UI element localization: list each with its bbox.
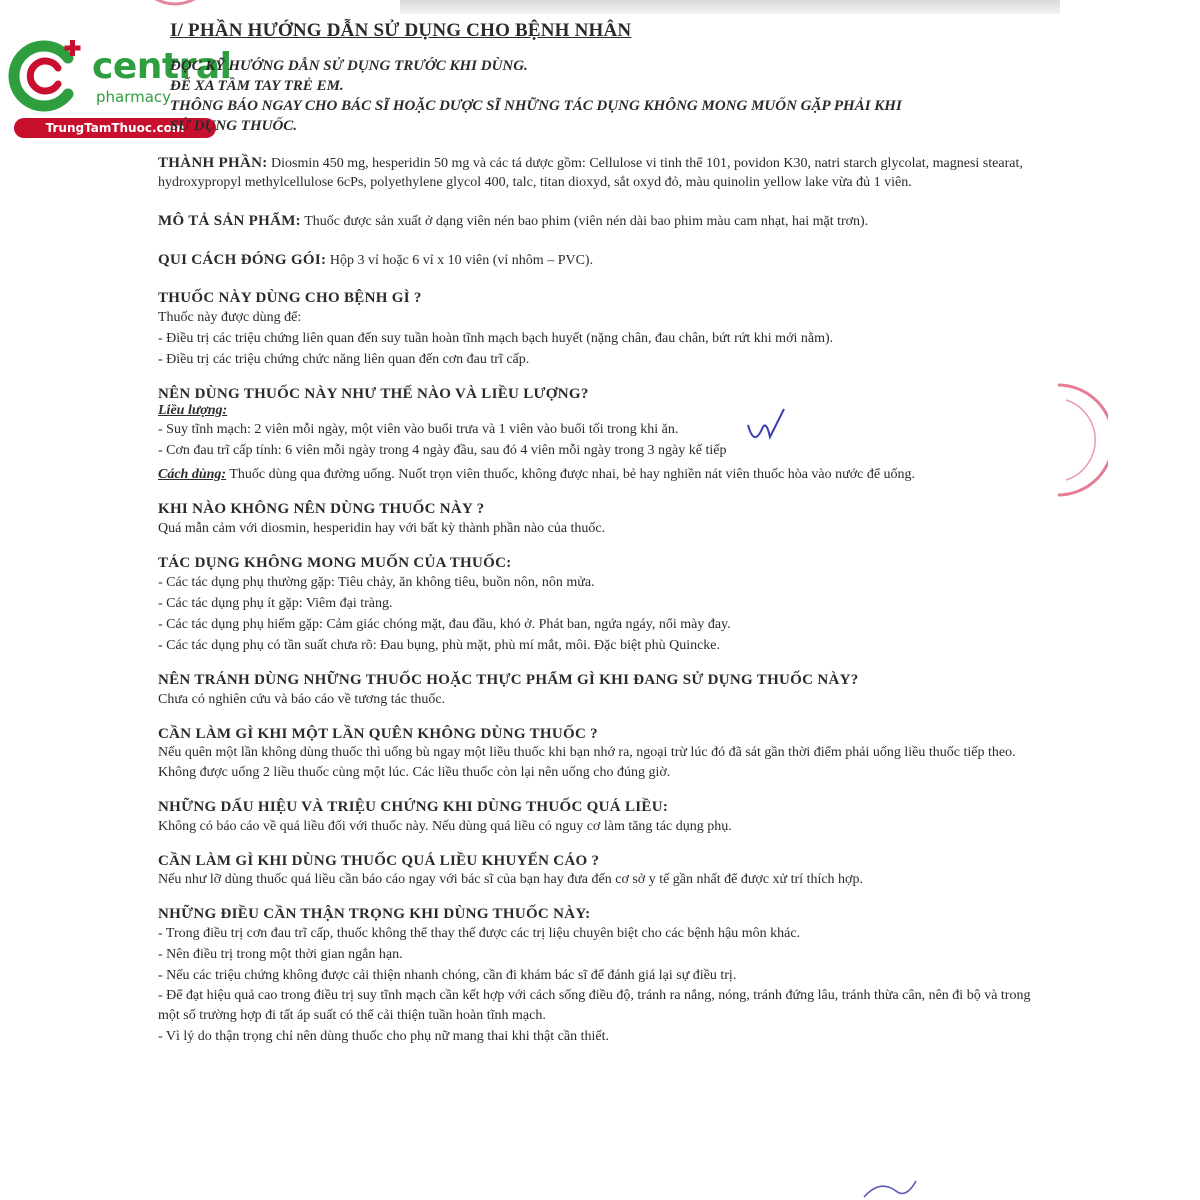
list-item: - Các tác dụng phụ hiếm gặp: Cảm giác chóng mặt, đau đầu, khó ở. Phát ban, ngứa ngáy, nổi mày đay. xyxy=(158,617,731,632)
warning-line: ĐỌC KỸ HƯỚNG DẪN SỬ DỤNG TRƯỚC KHI DÙNG. xyxy=(170,58,528,74)
signature-bottom-icon xyxy=(860,1175,920,1200)
dosage-heading: NÊN DÙNG THUỐC NÀY NHƯ THẾ NÀO VÀ LIỀU LƯỢNG? xyxy=(158,386,589,402)
usage-text: Thuốc dùng qua đường uống. Nuốt trọn viên thuốc, không được nhai, bẻ hay nghiền nát viên thuốc hòa vào nước để uống. xyxy=(229,467,916,482)
logo-url[interactable]: TrungTamThuoc.com xyxy=(14,118,216,138)
scan-top-edge xyxy=(400,0,1060,14)
list-item: - Suy tĩnh mạch: 2 viên mỗi ngày, một viên vào buổi trưa và 1 viên vào buổi tối trong khi ăn. xyxy=(158,422,679,437)
warning-line: THÔNG BÁO NGAY CHO BÁC SĨ HOẶC DƯỢC SĨ NHỮNG TÁC DỤNG KHÔNG MONG MUỐN GẶP PHẢI KHI xyxy=(170,98,902,114)
list-item: - Trong điều trị cơn đau trĩ cấp, thuốc không thể thay thế được các trị liệu chuyên biệt cho các bệnh hậu môn khác. xyxy=(158,926,801,941)
list-item: - Vì lý do thận trọng chỉ nên dùng thuốc cho phụ nữ mang thai khi thật cần thiết. xyxy=(158,1029,609,1044)
stamp-top-icon xyxy=(140,0,210,20)
interactions-heading: NÊN TRÁNH DÙNG NHỮNG THUỐC HOẶC THỰC PHẨM GÌ KHI ĐANG SỬ DỤNG THUỐC NÀY? xyxy=(158,672,859,688)
description-section xyxy=(158,212,1038,231)
list-item: - Các tác dụng phụ thường gặp: Tiêu chảy, ăn không tiêu, buồn nôn, nôn mửa. xyxy=(158,575,595,590)
description-label: MÔ TẢ SẢN PHẨM: xyxy=(158,213,301,229)
list-item: - Để đạt hiệu quả cao trong điều trị suy tĩnh mạch cần kết hợp với cách sống điều độ, tránh ra nắng, nóng, tránh đứng lâu, tránh thừa cân, nên đi bộ và trong một số trường hợp đi tất áp suất có thể cải thiện tuần hoàn tĩnh mạch. xyxy=(158,988,1031,1023)
list-item: - Các tác dụng phụ ít gặp: Viêm đại tràng. xyxy=(158,596,393,611)
warning-block xyxy=(158,56,1038,136)
contraindications-section xyxy=(158,501,1038,539)
indications-section xyxy=(158,290,1038,370)
overdose-signs-section xyxy=(158,799,1038,837)
packaging-label: QUI CÁCH ĐÓNG GÓI: xyxy=(158,252,327,268)
contraindications-heading: KHI NÀO KHÔNG NÊN DÙNG THUỐC NÀY ? xyxy=(158,501,485,517)
indications-intro: Thuốc này được dùng để: xyxy=(158,310,302,325)
warning-line: ĐỂ XA TẦM TAY TRẺ EM. xyxy=(170,78,344,94)
list-item: - Nên điều trị trong một thời gian ngắn hạn. xyxy=(158,947,403,962)
composition-section xyxy=(158,154,1038,192)
side-effects-section xyxy=(158,555,1038,656)
missed-dose-heading: CẦN LÀM GÌ KHI MỘT LẦN QUÊN KHÔNG DÙNG THUỐC ? xyxy=(158,726,598,742)
overdose-signs-text: Không có báo cáo về quá liều đối với thuốc này. Nếu dùng quá liều có nguy cơ làm tăng tác dụng phụ. xyxy=(158,819,732,834)
composition-text: Diosmin 450 mg, hesperidin 50 mg và các tá dược gồm: Cellulose vi tinh thể 101, povidon K30, natri starch glycolat, magnesi stearat, hydroxypropyl methylcellulose 6cPs, polyethylene glycol 400, talc, titan dioxyd, sắt oxyd đỏ, màu quinolin yellow lake vừa đủ 1 viên. xyxy=(158,156,1023,190)
logo-brand: central xyxy=(92,46,232,87)
leaflet-content xyxy=(158,20,1038,1063)
list-item: - Các tác dụng phụ có tần suất chưa rõ: Đau bụng, phù mặt, phù mí mắt, môi. Đặc biệt phù Quincke. xyxy=(158,638,721,653)
logo-tagline: pharmacy xyxy=(96,88,172,106)
contraindications-text: Quá mẫn cảm với diosmin, hesperidin hay với bất kỳ thành phần nào của thuốc. xyxy=(158,521,606,536)
indications-heading: THUỐC NÀY DÙNG CHO BỆNH GÌ ? xyxy=(158,290,422,306)
missed-dose-text: Nếu quên một lần không dùng thuốc thì uống bù ngay một liều thuốc khi bạn nhớ ra, ngoại trừ lúc đó đã sát gần thời điểm phải uống liều thuốc tiếp theo. Không được uống 2 liều thuốc cùng một lúc. Các liều thuốc còn lại nên uống cho đúng giờ. xyxy=(158,745,1016,780)
dose-label: Liều lượng: xyxy=(158,403,228,418)
list-item: - Điều trị các triệu chứng liên quan đến suy tuần hoàn tĩnh mạch bạch huyết (nặng chân, đau chân, bứt rứt khi mới nằm). xyxy=(158,331,834,346)
description-text: Thuốc được sản xuất ở dạng viên nén bao phim (viên nén dài bao phim màu cam nhạt, hai mặt trơn). xyxy=(304,214,869,229)
precautions-section xyxy=(158,906,1038,1047)
overdose-action-heading: CẦN LÀM GÌ KHI DÙNG THUỐC QUÁ LIỀU KHUYẾN CÁO ? xyxy=(158,853,600,869)
logo-mark-icon xyxy=(6,36,86,116)
missed-dose-section xyxy=(158,726,1038,783)
list-item: - Điều trị các triệu chứng chức năng liên quan đến cơn đau trĩ cấp. xyxy=(158,352,530,367)
overdose-action-section xyxy=(158,853,1038,890)
overdose-action-text: Nếu như lỡ dùng thuốc quá liều cần báo cáo ngay với bác sĩ của bạn hay đưa đến cơ sở y tế gần nhất để được xử trí thích hợp. xyxy=(158,872,863,887)
overdose-signs-heading: NHỮNG DẤU HIỆU VÀ TRIỆU CHỨNG KHI DÙNG THUỐC QUÁ LIỀU: xyxy=(158,799,669,815)
composition-label: THÀNH PHẦN: xyxy=(158,155,268,171)
usage-label: Cách dùng: xyxy=(158,467,227,482)
red-stamp-icon xyxy=(1048,380,1108,500)
page-title: I/ PHẦN HƯỚNG DẪN SỬ DỤNG CHO BỆNH NHÂN xyxy=(170,20,632,41)
list-item: - Nếu các triệu chứng không được cải thiện nhanh chóng, cần đi khám bác sĩ để đánh giá lại sự điều trị. xyxy=(158,968,737,983)
side-effects-heading: TÁC DỤNG KHÔNG MONG MUỐN CỦA THUỐC: xyxy=(158,555,512,571)
interactions-text: Chưa có nghiên cứu và báo cáo về tương tác thuốc. xyxy=(158,692,446,707)
packaging-text: Hộp 3 vỉ hoặc 6 vỉ x 10 viên (vỉ nhôm – PVC). xyxy=(329,253,594,268)
precautions-heading: NHỮNG ĐIỀU CẦN THẬN TRỌNG KHI DÙNG THUỐC NÀY: xyxy=(158,906,591,922)
dosage-section xyxy=(158,386,1038,485)
interactions-section xyxy=(158,672,1038,710)
warning-line: SỬ DỤNG THUỐC. xyxy=(170,118,298,134)
packaging-section xyxy=(158,251,1038,270)
list-item: - Cơn đau trĩ cấp tính: 6 viên mỗi ngày trong 4 ngày đầu, sau đó 4 viên mỗi ngày trong 3 ngày kế tiếp xyxy=(158,443,727,458)
usage-paragraph xyxy=(158,465,1038,485)
